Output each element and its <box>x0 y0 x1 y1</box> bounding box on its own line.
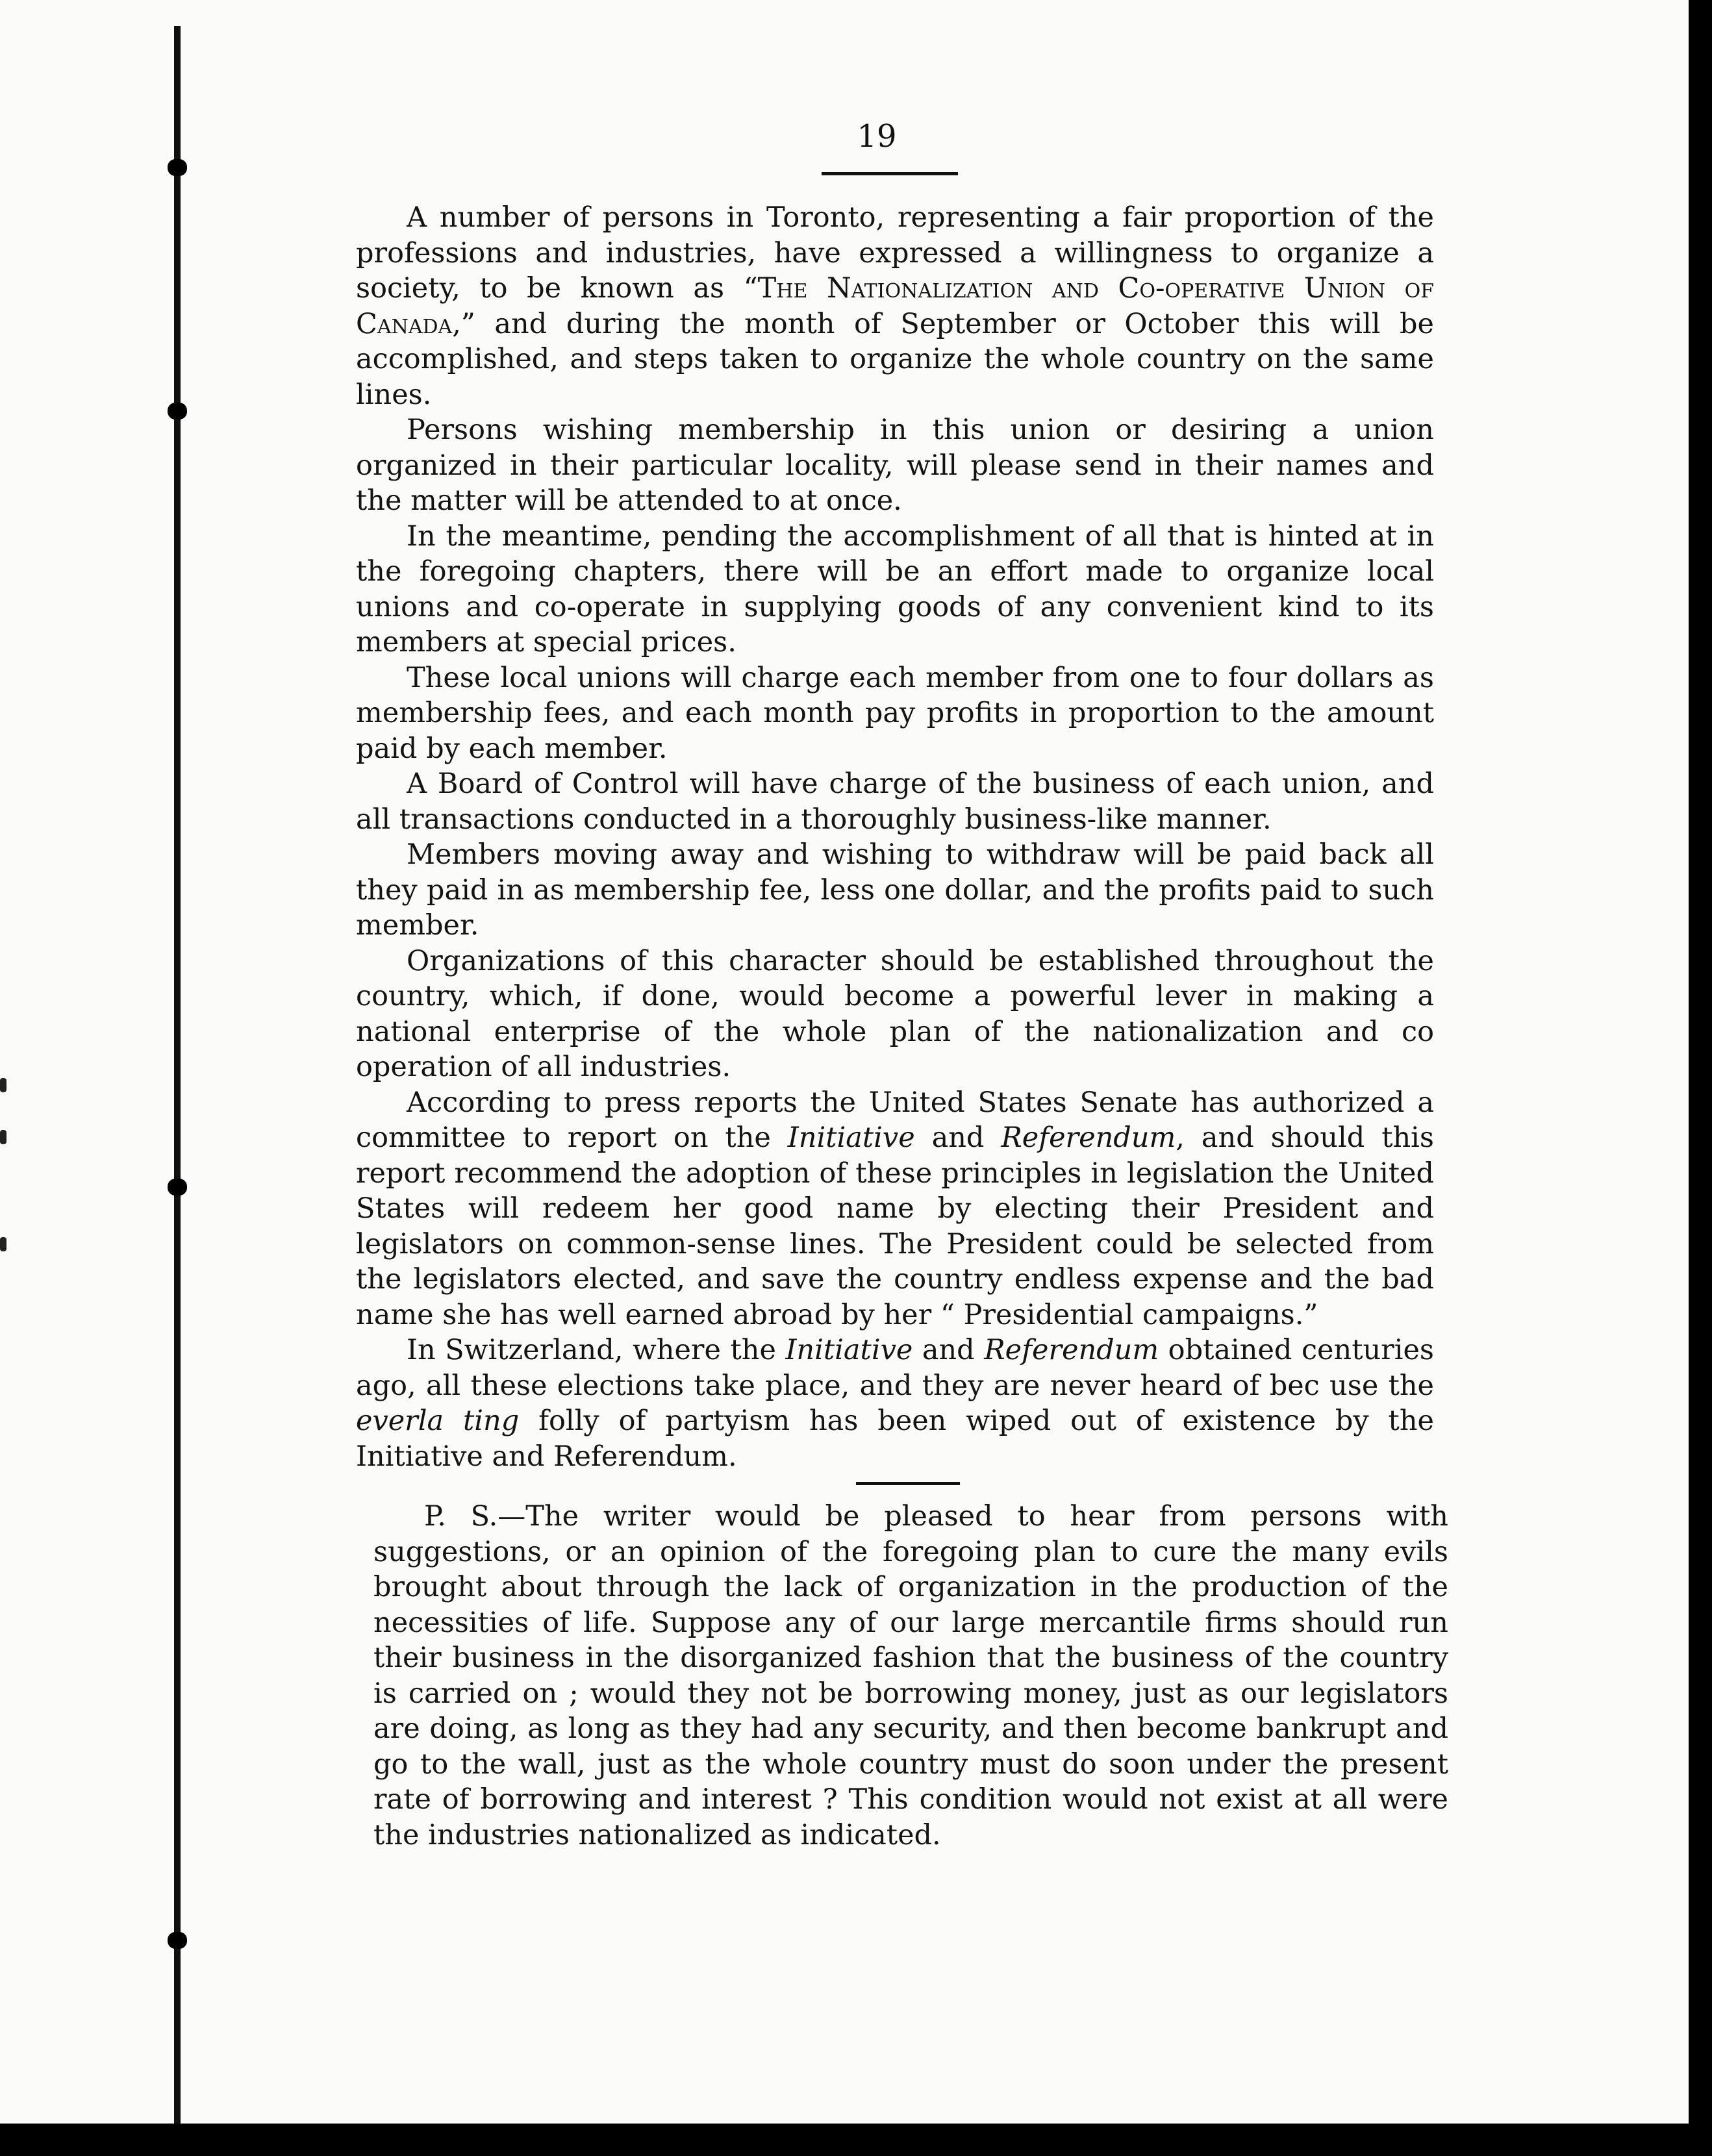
binding-staple <box>168 1932 187 1949</box>
paragraph <box>356 200 1434 412</box>
paragraph <box>356 766 1434 837</box>
paragraph <box>373 1499 1448 1853</box>
text-run: In the meantime, pending the accomplishment of all that is hinted at in the foregoing chapters, there will be an effort made to organize local unions and co-operate in supplying goods of any convenient kind to its members at special prices. <box>356 520 1434 658</box>
text-run: folly of partyism has been wiped out of existence by the Initiative and Referendum. <box>356 1405 1434 1473</box>
small-caps-name: The Nationalization and Co-operative Union of Canada <box>356 272 1434 340</box>
paragraph <box>356 944 1434 1085</box>
text-run: and <box>913 1334 985 1366</box>
text-run: According to press reports the United States Senate has authorized a committee to report on the <box>356 1086 1434 1154</box>
page-number: 19 <box>857 118 897 155</box>
text-run: , and should this report recommend the adoption of these principles in legislation the United States will redeem her good name by electing their President and legislators on common-sense lines. The President could be selected from the legislators elected, and save the country endless expense and the bad name she has well earned abroad by her “ Presidential campaigns.” <box>356 1122 1434 1331</box>
text-run: Persons wishing membership in this union or desiring a union organized in their particular locality, will please send in their names and the matter will be attended to at once. <box>356 414 1434 517</box>
italic-term: Initiative <box>785 1334 913 1366</box>
italic-term: Referendum <box>1001 1122 1176 1154</box>
italic-term: Initiative <box>787 1122 915 1154</box>
postscript <box>373 1499 1448 1853</box>
paragraph <box>356 837 1434 944</box>
text-run: These local unions will charge each member from one to four dollars as membership fees, and each month pay profits in proportion to the amount paid by each member. <box>356 661 1434 765</box>
text-run: A number of persons in Toronto, representing a fair proportion of the professions and industries, have expressed a willingness to organize a society, to be known as “ <box>356 201 1434 305</box>
italic-term: everla ting <box>356 1405 520 1437</box>
binding-staple <box>168 1179 187 1196</box>
margin-mark <box>0 1130 6 1144</box>
text-run: obtained centuries ago, all these elections take place, and they are never heard of bec use the <box>356 1334 1434 1402</box>
text-run: A Board of Control will have charge of the business of each union, and all transactions conducted in a thoroughly business-like manner. <box>356 768 1434 836</box>
paragraph <box>356 1085 1434 1333</box>
body-text <box>356 200 1434 1474</box>
paragraph <box>356 660 1434 767</box>
paragraph <box>356 412 1434 519</box>
header-rule <box>822 172 958 175</box>
text-run: P. S.—The writer would be pleased to hear from persons with suggestions, or an opinion of the foregoing plan to cure the many evils brought about through the lack of organization in the production of the necessities of life. Suppose any of our large mercantile firms should run their business in the disorganized fashion that the business of the country is carried on ; would they not be borrowing money, just as our legislators are doing, as long as they had any security, and then become bankrupt and go to the wall, just as the whole country must do soon under the present rate of borrowing and interest ? This condition would not exist at all were the industries nationalized as indicated. <box>373 1500 1448 1851</box>
binding-staple <box>168 403 187 420</box>
section-rule <box>856 1482 960 1485</box>
text-run: Organizations of this character should be established throughout the country, which, if done, would become a powerful lever in making a national enterprise of the whole plan of the nationalization and co operation of all industries. <box>356 944 1434 1083</box>
binding-spine <box>174 26 181 2124</box>
text-run: Members moving away and wishing to withdraw will be paid back all they paid in as membership fee, less one dollar, and the profits paid to such member. <box>356 838 1434 942</box>
binding-staple <box>168 159 187 176</box>
margin-mark <box>0 1078 6 1092</box>
italic-term: Referendum <box>984 1334 1159 1366</box>
paragraph <box>356 519 1434 660</box>
text-run: ,” and during the month of September or October this will be accomplished, and steps taken to organize the whole country on the same lines. <box>356 307 1434 411</box>
margin-mark <box>0 1237 6 1251</box>
text-run: In Switzerland, where the <box>407 1334 786 1366</box>
text-run: and <box>914 1122 1001 1154</box>
paragraph <box>356 1333 1434 1474</box>
